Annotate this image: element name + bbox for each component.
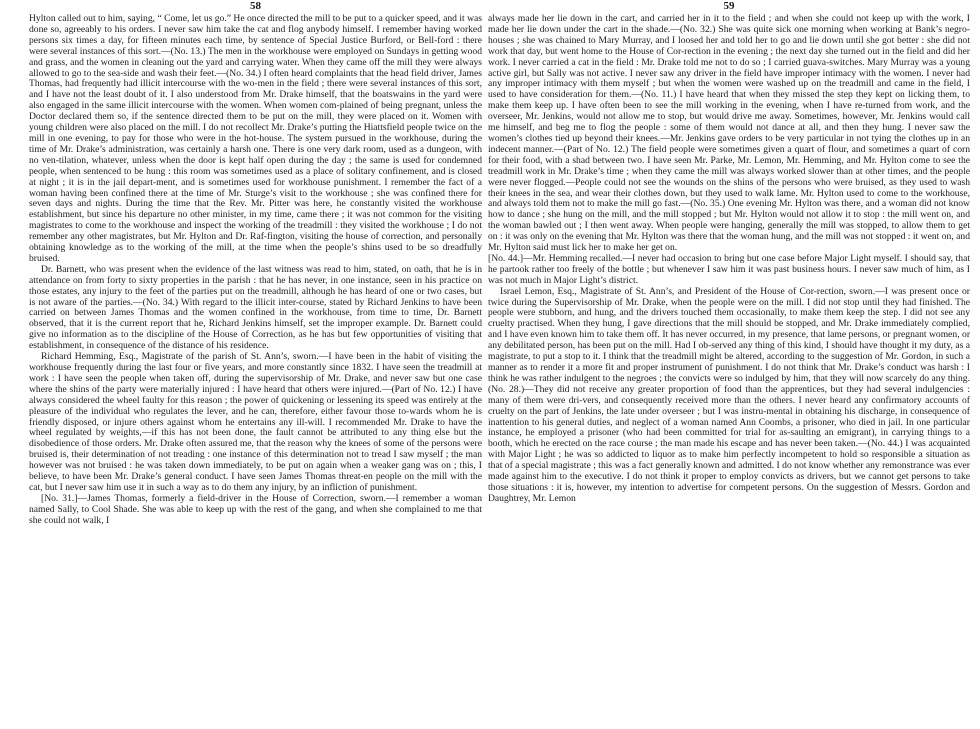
paragraph: [No. 44.]—Mr. Hemming recalled.—I never had occasion to bring but one case before Major Light myself. I should say, that he partook rather too freely of the bottle ; but whenever I saw him it was past business hours. I never saw much of him, as I was not much in Major Light’s district.	[488, 252, 970, 286]
paragraph: Hylton called out to him, saying, “ Come, let us go.” He once directed the mill to be put to a quicker speed, and it was done so, agreeably to his orders. I never saw him take the cat and flog anybody himself. I remember having worked persons six times a day, for fifteen minutes each time, by sentence of Special Justice Burford, or Bell-ford : there were several instances of this sort.—(No. 13.) The men in the workhouse were employed on Sundays in getting wood and grass, and the women in cleaning out the yard and carrying water. When they came off the mill they were always allowed to go to the sea-side and wash their feet.—(No. 34.) I often heard complaints that the head field driver, James Thomas, had frequently had illicit intercourse with the wo-men in the field ; there were several instances of this sort, and I have not the least doubt of it. I also understood from Mr. Drake himself, that the boatswains in the yard were also engaged in the same illicit intercourse with the women. When women com-plained of being pregnant, unless the Doctor declared them so, if the sentence directed them to be put on the mill, they were placed on it. Women with young children were also placed on the mill. I do not recollect Mr. Drake’s putting the Hiattsfield people twice on the mill in one evening, to pay for those who were in the hot-house. The system pursued in the workhouse, during the time of Mr. Drake’s administration, was certainly a harsh one. There is one very dark room, used as a dungeon, with no ven-tilation, whatever, unless when the door is kept half open during the day ; the same is used for condemned people, when sentenced to be hung : this room was sometimes used as a place of solitary confinement, and is closed at night ; it is in the jail depart-ment, and is sometimes used for workhouse punishment. I remember the fact of a woman having been confined there at the time of Mr. Sturge’s visit to the workhouse ; she was confined there for seven days and nights. During the time that the Rev. Mr. Pitter was here, he constantly visited the workhouse establishment, but since his departure no other minister, in my time, came there ; it was not common for the visiting magistrates to come to the workhouse and inspect the working of the treadmill : they visited the workhouse ; I do not remember any other magistrates, but Mr. Hylton and Dr. Raf-fington, visiting the house of correction, and personally obtaining knowledge as to the working of the mill, at the time when the people’s shins used to be so dreadfully bruised.	[29, 13, 482, 264]
paragraph: Israel Lemon, Esq., Magistrate of St. Ann’s, and President of the House of Cor-rection, sworn.—I was present once or twice during the Supervisorship of Mr. Drake, when the people were on the mill. I did not stop until they had finished. The people were stubborn, and hung, and the drivers touched them occasionally, to make them keep the step. I did not see any cruelty practised. When they hung, I gave directions that the mill should be stopped, and Mr. Drake immediately complied, and I have even known him to take them off. It has never occurred, in my presence, that lame persons, or pregnant women, or any debilitated person, has been put on the mill. Had I ob-served any thing of this kind, I should have thought it my duty, as a magistrate, to put a stop to it. I think that the treadmill might be altered, according to the suggestion of Mr. Gordon, in such a manner as to render it a more fit and proper instrument of punishment. I do not think that Mr. Drake’s conduct was harsh : I think he was rather indulgent to the negroes ; the convicts were so indulged by him, that they will now scarcely do any thing. (No. 28.)—They did not receive any greater proportion of food than the apprentices, but they had several indulgencies : many of them were dri-vers, and consequently received more than the others. I never heard any confirmatory accounts of cruelty on the part of Jenkins, the late under overseer ; but I was instru-mental in obtaining his discharge, in consequence of inattention to his general duties, and neglect of a woman named Ann Coombs, a prisoner, who died in jail. In one particular instance, he employed a prisoner (who had been committed for trial for as-saulting an emigrant), in carrying things to a booth, which he erected on the race course ; the man made his escape and has never been taken.—(No. 44.) I was acquainted with Major Light ; he was so addicted to liquor as to make him perfectly incompetent to hold so responsible a situation as that of a special magistrate ; this was a fact generally known and admitted. I do not know whether any remonstrance was ever made against him to the executive. I do not think it proper to employ convicts as drivers, but we cannot get persons to take those situations : it is, however, my intention to advertise for competent persons. On the suggestion of Messrs. Gordon and Daughtrey, Mr. Lemon	[488, 285, 971, 504]
paragraph: always made her lie down in the cart, and carried her in it to the field ; and when she could not keep up with the work, I made her lie down under the cart in the shade.—(No. 32.) She was quite sick one morning when working at Bank’s negro-houses ; she was chained to Mary Murray, and I loosed her and told her to go and lie down until she got better : she did not work that day, but went home to the House of Cor-rection in the evening ; the next day she turned out in the field and did her work. I never carried a cat in the field : Mr. Drake told me not to do so ; I carried guava-switches. Mary Murray was a young active girl, but Sally was not active. I never saw any driver in the field have improper intimacy with the women. I never had any improper intimacy with them myself ; but when the women were washed up on the treadmill and came in the field, I used to have consideration for them.—(No. 11.) I have heard that when they missed the step they kept on licking them, to make them keep up. I have often been to see the mill working in the evening, when I have re-turned from work, and the overseer, Mr. Jenkins, would not allow me to stop, but would drive me away. Sometimes, however, Mr. Jenkins would call me himself, and beg me to flog the people : some of them would not dance at all, and then they hung. I never saw the women’s clothes tied up beyond their knees.—Mr. Jenkins gave orders to be very particular in not tying the clothes up in an indecent manner.—(Part of No. 12.) The field people were sometimes given a quart of flour, and sometimes a quart of corn for their food, with a shad between two. I have seen Mr. Parke, Mr. Lemon, Mr. Hemming, and Mr. Hylton come to see the treadmill work in Mr. Drake’s time ; when they came the mill was always worked slower than at other times, and the people were never flogged.—People could not see the wounds on the shins of the persons who were bruised, as they used to wash their knees in the sea, and wear their clothes down, but they used to walk lame. Mr. Hylton used to come to the workhouse, and always told them not to make the mill go fast.—(No. 35.) One evening Mr. Hylton was there, and a woman did not know how to dance ; she hung on the mill, and the mill stopped ; but Mr. Hylton would not allow it to stop : the mill went on, and the woman bawled out ; I then went away. When people were hanging, generally the mill was stopped, to allow them to get on : it was only on the evening that Mr. Hylton was there that the woman hung, and the mill was not stopped : it went on, and Mr. Hylton said must lick her to make her get on.	[488, 13, 970, 254]
paragraph: Dr. Barnett, who was present when the evidence of the last witness was read to him, stated, on oath, that he is in attendance on from forty to sixty properties in the parish : that he has never, in one instance, seen in his practice on those estates, any injury to the feet of the parties put on the treadmill, although he has heard of one or two cases, but is not aware of the parties.—(No. 34.) With regard to the illicit inter-course, stated by Richard Jenkins to have been carried on between James Thomas and the women confined in the workhouse, from time to time, Dr. Barnett observed, that it is the current report that he, Richard Jenkins himself, set the improper example. Dr. Barnett could give no information as to the discipline of the House of Correction, as he has but few opportunities of visiting that establishment, in consequence of the distance of his residence.	[29, 263, 482, 352]
left-page	[0, 0, 482, 729]
paragraph: Richard Hemming, Esq., Magistrate of the parish of St. Ann’s, sworn.—I have been in the habit of visiting the workhouse frequently during the last four or five years, and more constantly since 1832. I have seen the treadmill at work : I have seen the people when taken off, during the supervisorship of Mr. Drake, and never saw but one case where the shins of the party were materially injured : I have heard that others were injured.—(Part of No. 12.) I have always considered the wheel faulty for this reason ; the power of quickening or lessening its speed was entirely at the pleasure of the individual who regulates the lever, and he can, therefore, either favour those to-wards whom he is friendly disposed, or injure others against whom he entertains any ill-will. I recommended Mr. Drake to have the wheel regulated by weights,—if this has not been done, the fault cannot be attributed to any thing else but the disobedience of those orders. Mr. Drake often assured me, that the reason why the knees of some of the persons were bruised is, their determination of not treading : one instance of this determination not to tread I saw myself ; the man however was not bruised : he was taken down immediately, to be put on again when a weaker gang was on ; this, I believe, to have been Mr. Drake’s general conduct. I have seen James Thomas threat-en people on the mill with the cat, but I never saw him use it in such a way as to do them any injury, by an infliction of punishment.	[29, 351, 482, 493]
right-page	[488, 0, 980, 729]
text-column	[488, 14, 970, 505]
page-number: 58	[250, 0, 261, 12]
text-column	[29, 14, 482, 527]
page-number: 59	[723, 0, 735, 12]
paragraph: [No. 31.]—James Thomas, formerly a field-driver in the House of Correction, sworn.—I remember a woman named Sally, to Cool Shade. She was able to keep up with the rest of the gang, and when she complained to me that she could not walk, I	[29, 492, 482, 526]
